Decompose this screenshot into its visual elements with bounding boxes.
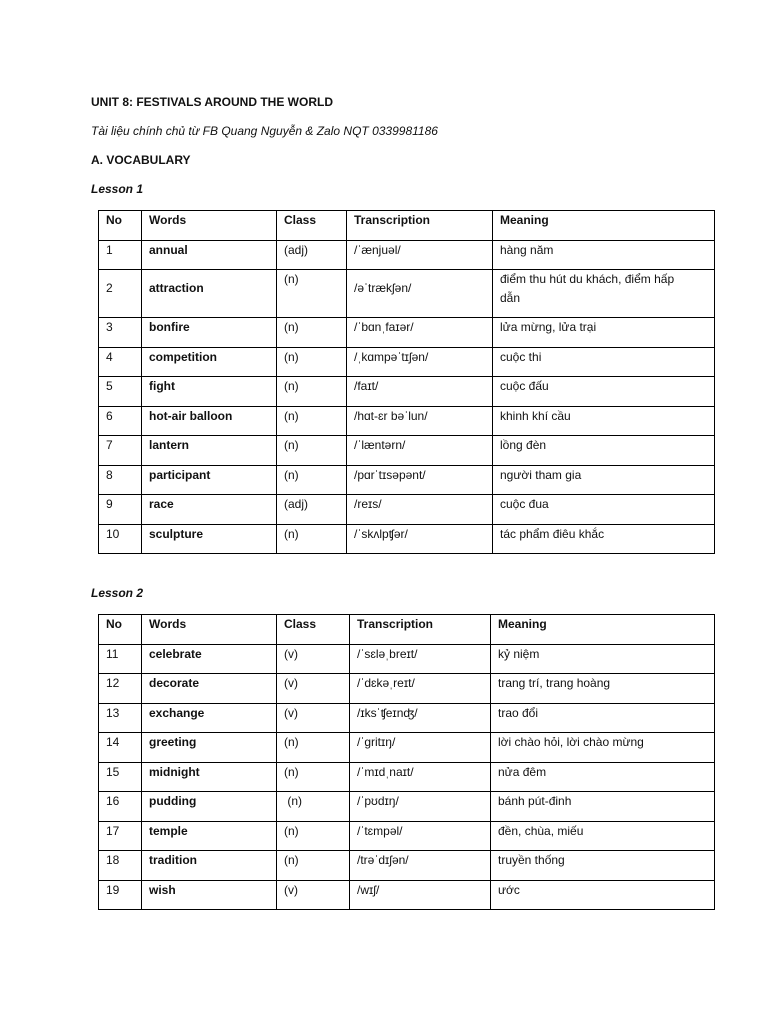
word-class: (n) xyxy=(277,436,347,466)
table-row xyxy=(99,270,715,318)
table-row xyxy=(99,792,715,822)
meaning: nửa đêm xyxy=(491,762,715,792)
column-header-transcription: Transcription xyxy=(350,615,491,645)
row-number: 3 xyxy=(99,318,142,348)
column-header-meaning: Meaning xyxy=(493,211,715,241)
table-row xyxy=(99,240,715,270)
column-header-words: Words xyxy=(142,615,277,645)
transcription: /ˈlæntərn/ xyxy=(347,436,493,466)
transcription: /əˈtrækʃən/ xyxy=(347,270,493,318)
word-class: (n) xyxy=(277,733,350,763)
meaning: lời chào hỏi, lời chào mừng xyxy=(491,733,715,763)
word-class: (n) xyxy=(277,406,347,436)
row-number: 19 xyxy=(99,880,142,910)
table-row xyxy=(99,406,715,436)
table-row xyxy=(99,703,715,733)
word-class: (n) xyxy=(277,270,347,318)
transcription: /wɪʃ/ xyxy=(350,880,491,910)
row-number: 6 xyxy=(99,406,142,436)
row-number: 2 xyxy=(99,270,142,318)
word-class: (n) xyxy=(277,318,347,348)
table-row xyxy=(99,821,715,851)
vocab-word: temple xyxy=(142,821,277,851)
table-row xyxy=(99,465,715,495)
word-class: (n) xyxy=(277,762,350,792)
vocab-word: fight xyxy=(142,377,277,407)
table-row xyxy=(99,318,715,348)
vocab-word: midnight xyxy=(142,762,277,792)
table-row xyxy=(99,347,715,377)
vocab-word: bonfire xyxy=(142,318,277,348)
transcription: /ˈdɛkəˌreɪt/ xyxy=(350,674,491,704)
lesson-heading: Lesson 2 xyxy=(91,586,144,600)
column-header-class: Class xyxy=(277,615,350,645)
vocab-word: participant xyxy=(142,465,277,495)
row-number: 14 xyxy=(99,733,142,763)
transcription: /ˈpʊdɪŋ/ xyxy=(350,792,491,822)
transcription: /ˈmɪdˌnaɪt/ xyxy=(350,762,491,792)
transcription: /hɑt-ɛr bəˈlun/ xyxy=(347,406,493,436)
page-title: UNIT 8: FESTIVALS AROUND THE WORLD xyxy=(91,95,333,109)
table-row xyxy=(99,644,715,674)
transcription: /ˈænjuəl/ xyxy=(347,240,493,270)
row-number: 10 xyxy=(99,524,142,554)
row-number: 4 xyxy=(99,347,142,377)
transcription: /ˈsɛləˌbreɪt/ xyxy=(350,644,491,674)
row-number: 7 xyxy=(99,436,142,466)
vocab-word: lantern xyxy=(142,436,277,466)
transcription: /ɪksˈʧeɪnʤ/ xyxy=(350,703,491,733)
row-number: 13 xyxy=(99,703,142,733)
vocab-word: annual xyxy=(142,240,277,270)
row-number: 15 xyxy=(99,762,142,792)
header-row xyxy=(99,211,715,241)
transcription: /faɪt/ xyxy=(347,377,493,407)
row-number: 17 xyxy=(99,821,142,851)
row-number: 8 xyxy=(99,465,142,495)
transcription: /pɑrˈtɪsəpənt/ xyxy=(347,465,493,495)
word-class: (v) xyxy=(277,674,350,704)
word-class: (n) xyxy=(277,465,347,495)
word-class: (adj) xyxy=(277,240,347,270)
vocab-word: competition xyxy=(142,347,277,377)
column-header-meaning: Meaning xyxy=(491,615,715,645)
meaning: bánh pút-đinh xyxy=(491,792,715,822)
row-number: 5 xyxy=(99,377,142,407)
column-header-transcription: Transcription xyxy=(347,211,493,241)
word-class: (v) xyxy=(277,880,350,910)
vocab-word: wish xyxy=(142,880,277,910)
transcription: /ˈbɑnˌfaɪər/ xyxy=(347,318,493,348)
transcription: /trəˈdɪʃən/ xyxy=(350,851,491,881)
vocab-word: tradition xyxy=(142,851,277,881)
column-header-no: No xyxy=(99,615,142,645)
transcription: /ˈtɛmpəl/ xyxy=(350,821,491,851)
table-row xyxy=(99,436,715,466)
meaning: lửa mừng, lửa trại xyxy=(493,318,715,348)
word-class: (n) xyxy=(277,821,350,851)
meaning: điểm thu hút du khách, điểm hấp dẫn xyxy=(493,270,715,318)
table-row xyxy=(99,377,715,407)
word-class: (n) xyxy=(277,377,347,407)
row-number: 11 xyxy=(99,644,142,674)
word-class: (v) xyxy=(277,703,350,733)
row-number: 9 xyxy=(99,495,142,525)
table-row xyxy=(99,762,715,792)
table-row xyxy=(99,524,715,554)
vocab-word: greeting xyxy=(142,733,277,763)
row-number: 1 xyxy=(99,240,142,270)
vocab-word: attraction xyxy=(142,270,277,318)
header-row xyxy=(99,615,715,645)
column-header-words: Words xyxy=(142,211,277,241)
meaning: đền, chùa, miếu xyxy=(491,821,715,851)
meaning: khinh khí cầu xyxy=(493,406,715,436)
lesson-heading: Lesson 1 xyxy=(91,182,144,196)
table-row xyxy=(99,733,715,763)
column-header-class: Class xyxy=(277,211,347,241)
meaning: lồng đèn xyxy=(493,436,715,466)
section-heading: A. VOCABULARY xyxy=(91,153,191,167)
row-number: 18 xyxy=(99,851,142,881)
meaning: ước xyxy=(491,880,715,910)
meaning: trang trí, trang hoàng xyxy=(491,674,715,704)
vocab-word: exchange xyxy=(142,703,277,733)
source-credit: Tài liệu chính chủ từ FB Quang Nguyễn & Zalo NQT 0339981186 xyxy=(91,124,438,138)
vocab-word: hot-air balloon xyxy=(142,406,277,436)
table-row xyxy=(99,674,715,704)
meaning: trao đổi xyxy=(491,703,715,733)
word-class: (n) xyxy=(277,792,350,822)
vocab-word: race xyxy=(142,495,277,525)
meaning: hàng năm xyxy=(493,240,715,270)
meaning: kỷ niệm xyxy=(491,644,715,674)
vocab-word: pudding xyxy=(142,792,277,822)
word-class: (n) xyxy=(277,347,347,377)
vocabulary-table-lesson-1 xyxy=(98,210,715,554)
meaning: cuộc thi xyxy=(493,347,715,377)
meaning: người tham gia xyxy=(493,465,715,495)
word-class: (v) xyxy=(277,644,350,674)
table-row xyxy=(99,851,715,881)
column-header-no: No xyxy=(99,211,142,241)
row-number: 16 xyxy=(99,792,142,822)
transcription: /ˌkɑmpəˈtɪʃən/ xyxy=(347,347,493,377)
vocab-word: celebrate xyxy=(142,644,277,674)
meaning: cuộc đấu xyxy=(493,377,715,407)
transcription: /reɪs/ xyxy=(347,495,493,525)
table-row xyxy=(99,495,715,525)
meaning: tác phẩm điêu khắc xyxy=(493,524,715,554)
transcription: /ˈgritɪŋ/ xyxy=(350,733,491,763)
transcription: /ˈskʌlpʧər/ xyxy=(347,524,493,554)
meaning: cuộc đua xyxy=(493,495,715,525)
vocab-word: decorate xyxy=(142,674,277,704)
meaning: truyền thống xyxy=(491,851,715,881)
table-row xyxy=(99,880,715,910)
vocab-word: sculpture xyxy=(142,524,277,554)
word-class: (adj) xyxy=(277,495,347,525)
word-class: (n) xyxy=(277,524,347,554)
row-number: 12 xyxy=(99,674,142,704)
vocabulary-table-lesson-2 xyxy=(98,614,715,910)
word-class: (n) xyxy=(277,851,350,881)
